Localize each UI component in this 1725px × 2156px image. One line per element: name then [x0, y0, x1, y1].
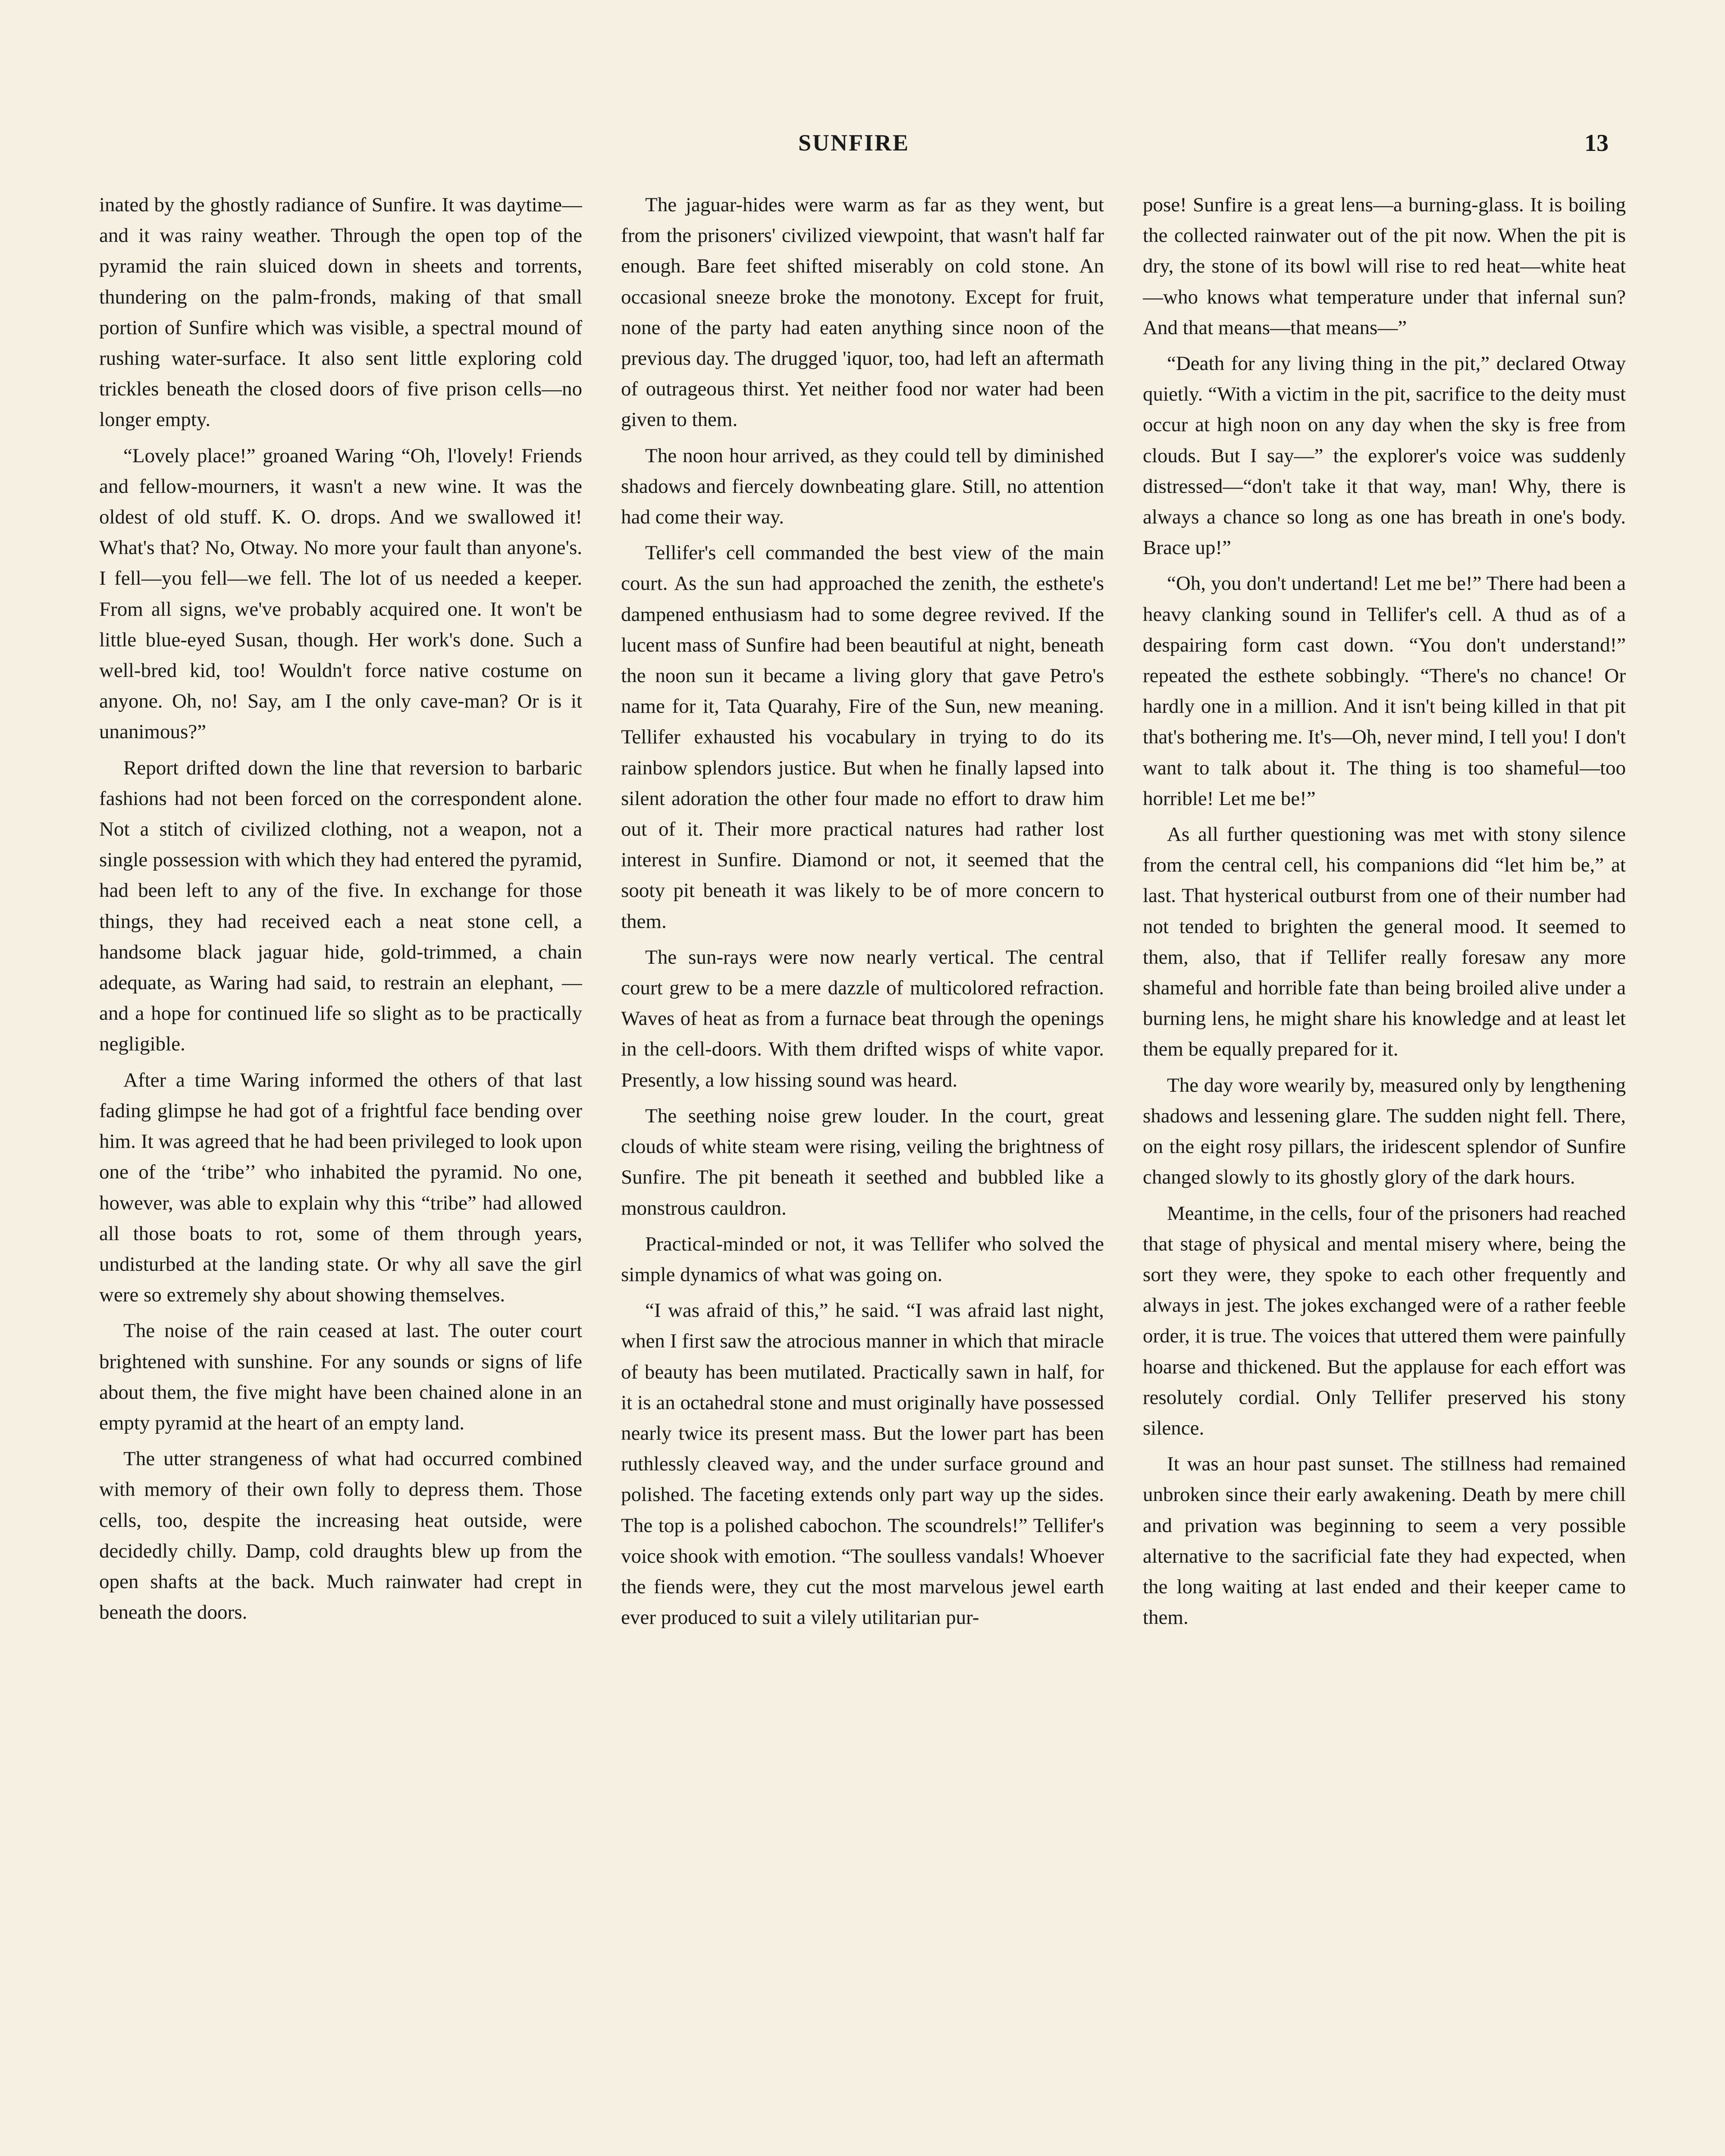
paragraph: The seething noise grew louder. In the court, great clouds of white steam were rising, veiling the brightness of Sunfire. The pit beneath it seethed and bubbled like a monstrous cauldron.	[621, 1104, 1104, 1219]
paragraph: “I was afraid of this,” he said. “I was afraid last night, when I first saw the atrocious manner in which that miracle of beauty has been mutilated. Practically sawn in half, for it is an octahedral stone and must originally have possessed nearly twice its present mass. But the lower part has been ruthlessly cleaved way, and the under surface ground and polished. The faceting extends only part way up the sides. The top is a polished cabochon. The scoundrels!” Tellifer's voice shook with emotion. “The soulless vandals! Whoever the fiends were, they cut the most marvelous jewel earth ever produced to suit a vilely utilitarian pur-	[621, 1299, 1104, 1629]
paragraph: The day wore wearily by, measured only by lengthening shadows and lessening glare. The sudden night fell. There, on the eight rosy pillars, the iridescent splendor of Sunfire changed slowly to its ghostly glory of the dark hours.	[1143, 1074, 1626, 1189]
paragraph: Practical-minded or not, it was Tellifer who solved the simple dynamics of what was going on.	[621, 1232, 1104, 1286]
paragraph: As all further questioning was met with stony silence from the central cell, his companions did “let him be,” at last. That hysterical outburst from one of their number had not tended to brighten the general mood. It seemed to them, also, that if Tellifer really foresaw any more shameful and horrible fate than being broiled alive under a burning lens, he might share his knowledge and at least let them be equally prepared for it.	[1143, 823, 1626, 1061]
paragraph: “Death for any living thing in the pit,” declared Otway quietly. “With a victim in the pit, sacrifice to the deity must occur at high noon on any day when the sky is free from clouds. But I say—” the explorer's voice was suddenly distressed—“don't take it that way, man! Why, there is always a chance so long as one has breath in one's body. Brace up!”	[1143, 352, 1626, 559]
running-title: SUNFIRE	[798, 130, 910, 156]
paragraph: Tellifer's cell commanded the best view of the main court. As the sun had approached the zenith, the esthete's dampened enthusiasm had to some degree revived. If the lucent mass of Sunfire had been beautiful at night, beneath the noon sun it became a living glory that gave Petro's name for it, Tata Quarahy, Fire of the Sun, new meaning. Tellifer exhausted his vocabulary in trying to do its rainbow splendors justice. But when he finally lapsed into silent adoration the other four made no effort to draw him out of it. Their more practical natures had rather lost interest in Sunfire. Diamond or not, it seemed that the sooty pit beneath it was likely to be of more concern to them.	[621, 542, 1104, 933]
column-1	[99, 190, 582, 2156]
page-number: 13	[1584, 130, 1609, 157]
column-2	[621, 190, 1104, 2156]
paragraph: Meantime, in the cells, four of the prisoners had reached that stage of physical and mental misery where, being the sort they were, they spoke to each other frequently and always in jest. The jokes exchanged were of a rather feeble order, it is true. The voices that uttered them were painfully hoarse and thickened. But the applause for each effort was resolutely cordial. Only Tellifer preserved his stony silence.	[1143, 1202, 1626, 1439]
paragraph: Report drifted down the line that reversion to barbaric fashions had not been forced on the correspondent alone. Not a stitch of civilized clothing, not a weapon, not a single possession with which they had entered the pyramid, had been left to any of the five. In exchange for those things, they had received each a neat stone cell, a handsome black jaguar hide, gold-trimmed, a chain adequate, as Waring had said, to restrain an elephant, —and a hope for continued life so slight as to be practically negligible.	[99, 756, 582, 1056]
paragraph: It was an hour past sunset. The stillness had remained unbroken since their early awakening. Death by mere chill and privation was beginning to seem a very possible alternative to the sacrificial fate they had expected, when the long waiting at last ended and their keeper came to them.	[1143, 1453, 1626, 1629]
paragraph: The utter strangeness of what had occurred combined with memory of their own folly to depress them. Those cells, too, despite the increasing heat outside, were decidedly chilly. Damp, cold draughts blew up from the open shafts at the back. Much rainwater had crept in beneath the doors.	[99, 1448, 582, 1624]
paragraph: “Lovely place!” groaned Waring “Oh, l'lovely! Friends and fellow-mourners, it wasn't a new wine. It was the oldest of old stuff. K. O. drops. And we swallowed it! What's that? No, Otway. No more your fault than anyone's. I fell—you fell—we fell. The lot of us needed a keeper. From all signs, we've probably acquired one. It won't be little blue-eyed Susan, though. Her work's done. Such a well-bred kid, too! Wouldn't force native costume on anyone. Oh, no! Say, am I the only cave-man? Or is it unanimous?”	[99, 444, 582, 743]
paragraph: The sun-rays were now nearly vertical. The central court grew to be a mere dazzle of multicolored refraction. Waves of heat as from a furnace beat through the openings in the cell-doors. With them drifted wisps of white vapor. Presently, a low hissing sound was heard.	[621, 946, 1104, 1091]
paragraph: The jaguar-hides were warm as far as they went, but from the prisoners' civilized viewpoint, that wasn't half far enough. Bare feet shifted miserably on cold stone. An occasional sneeze broke the monotony. Except for fruit, none of the party had eaten anything since noon of the previous day. The drugged 'iquor, too, had left an aftermath of outrageous thirst. Yet neither food nor water had been given to them.	[621, 194, 1104, 431]
column-3	[1143, 190, 1626, 2156]
paragraph: The noise of the rain ceased at last. The outer court brightened with sunshine. For any sounds or signs of life about them, the five might have been chained alone in an empty pyramid at the heart of an empty land.	[99, 1319, 582, 1434]
page-header	[99, 129, 1609, 177]
paragraph: inated by the ghostly radiance of Sunfire. It was daytime—and it was rainy weather. Through the open top of the pyramid the rain sluiced down in sheets and torrents, thundering on the palm-fronds, making of that small portion of Sunfire which was visible, a spectral mound of rushing water-surface. It also sent little exploring cold trickles beneath the closed doors of five prison cells—no longer empty.	[99, 194, 582, 431]
paragraph: After a time Waring informed the others of that last fading glimpse he had got of a frightful face bending over him. It was agreed that he had been privileged to look upon one of the ‘tribe’’ who inhabited the pyramid. No one, however, was able to explain why this “tribe” had allowed all those boats to rot, some of them through years, undisturbed at the landing state. Or why all save the girl were so extremely shy about showing themselves.	[99, 1069, 582, 1307]
text-columns	[99, 190, 1626, 2156]
paragraph: pose! Sunfire is a great lens—a burning-glass. It is boiling the collected rainwater out of the pit now. When the pit is dry, the stone of its bowl will rise to red heat—white heat—who knows what temperature under that infernal sun? And that means—that means—”	[1143, 194, 1626, 339]
paragraph: The noon hour arrived, as they could tell by diminished shadows and fiercely downbeating glare. Still, no attention had come their way.	[621, 444, 1104, 529]
paragraph: “Oh, you don't undertand! Let me be!” There had been a heavy clanking sound in Tellifer's cell. A thud as of a despairing form cast down. “You don't understand!” repeated the esthete sobbingly. “There's no chance! Or hardly one in a million. And it isn't being killed in that pit that's bothering me. It's—Oh, never mind, I tell you! I don't want to talk about it. The thing is too shameful—too horrible! Let me be!”	[1143, 572, 1626, 810]
